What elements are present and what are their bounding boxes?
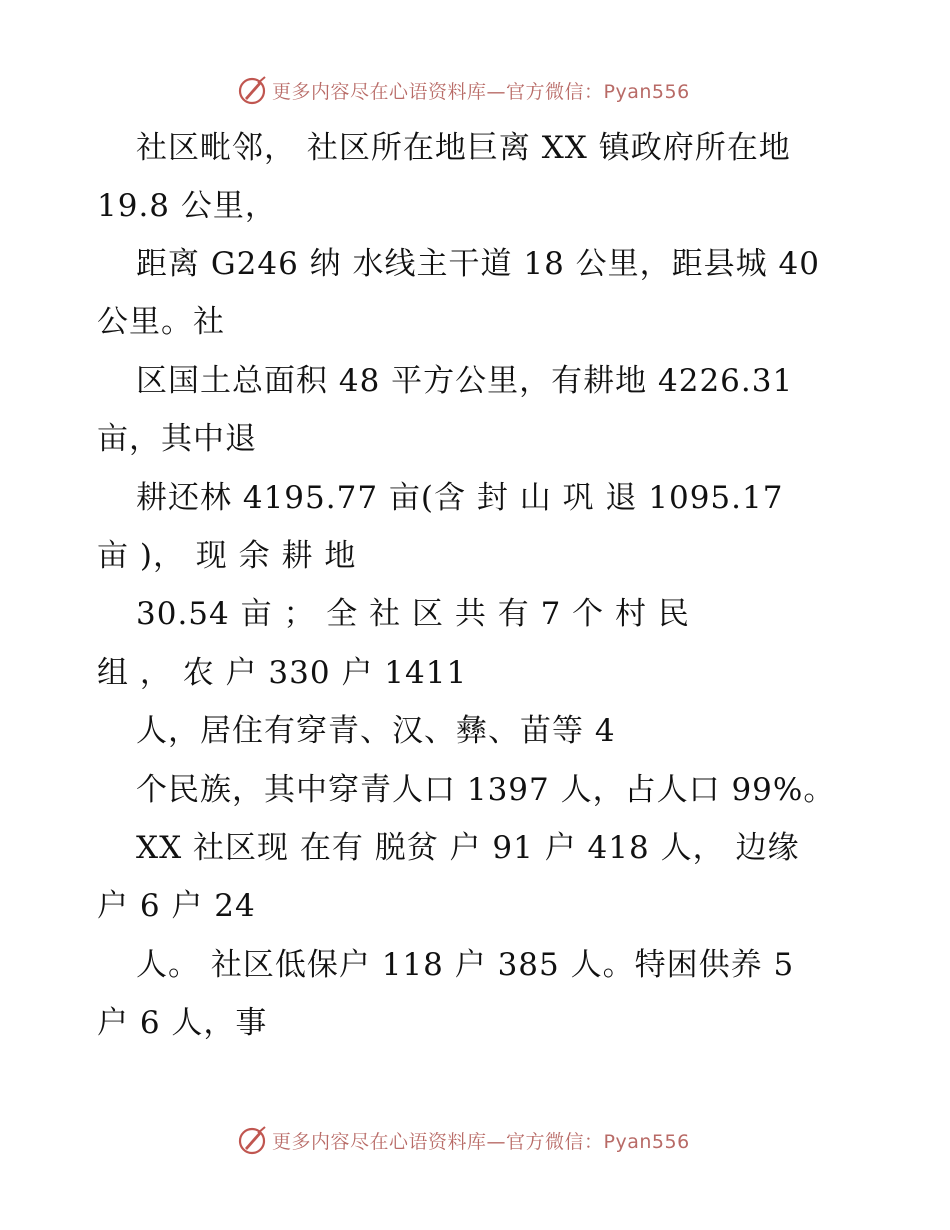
body-line: 亩，其中退: [97, 421, 257, 457]
header-watermark-banner: [236, 73, 716, 107]
body-line: 户 6 人，事: [97, 1005, 268, 1041]
body-line: 区国土总面积 48 平方公里，有耕地 4226.31: [136, 363, 794, 399]
body-line: 30.54 亩 ； 全 社 区 共 有 7 个 村 民: [136, 596, 690, 632]
body-line: 组 ， 农 户 330 户 1411: [97, 655, 468, 691]
body-line: 社区毗邻， 社区所在地巨离 XX 镇政府所在地: [136, 130, 791, 166]
header-watermark-text: 更多内容尽在心语资料库—官方微信：Pyan556: [272, 80, 690, 103]
body-line: 公里。社: [97, 304, 225, 340]
quill-logo-icon: [236, 1124, 268, 1156]
body-line: 个民族，其中穿青人口 1397 人，占人口 99%。: [136, 772, 836, 808]
body-line: 距离 G246 纳 水线主干道 18 公里，距县城 40: [136, 246, 820, 282]
body-line: 人，居住有穿青、汉、彝、苗等 4: [136, 713, 616, 749]
quill-logo-icon: [236, 74, 268, 106]
footer-watermark-banner: [236, 1123, 716, 1157]
body-line: 人。 社区低保户 118 户 385 人。特困供养 5: [136, 947, 795, 983]
body-line: 亩 )， 现 余 耕 地: [97, 538, 357, 574]
footer-watermark-text: 更多内容尽在心语资料库—官方微信：Pyan556: [272, 1130, 690, 1153]
body-line: XX 社区现 在有 脱贫 户 91 户 418 人， 边缘: [136, 830, 800, 866]
body-line: 耕还林 4195.77 亩(含 封 山 巩 退 1095.17: [136, 480, 784, 516]
body-line: 户 6 户 24: [97, 888, 256, 924]
body-line: 19.8 公里，: [97, 188, 277, 224]
